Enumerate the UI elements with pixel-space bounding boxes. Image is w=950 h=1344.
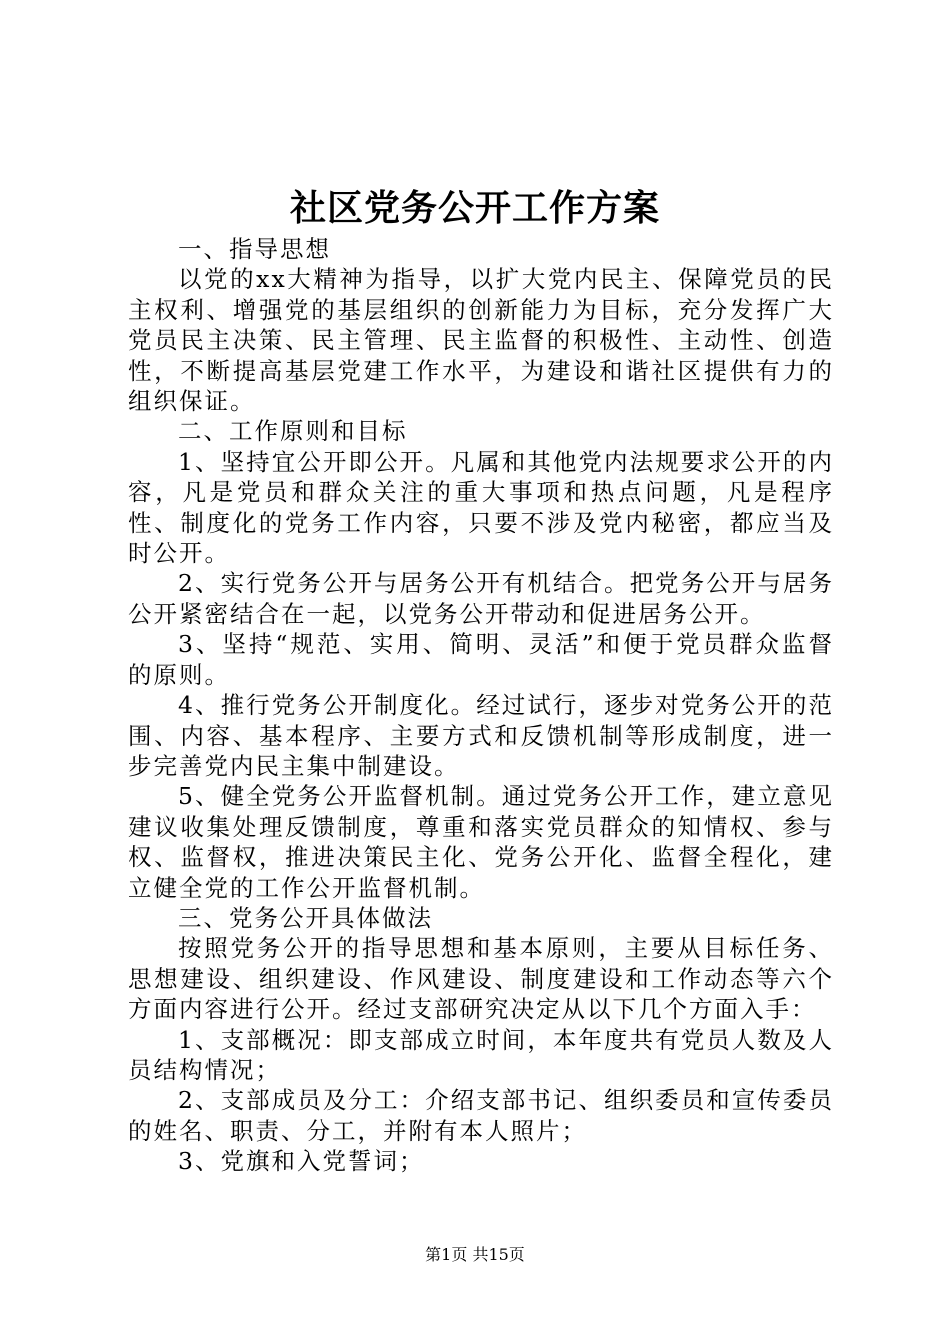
section-heading-principles-goals: 二、工作原则和目标 xyxy=(178,417,408,446)
paragraph-practices-intro: 按照党务公开的指导思想和基本原则，主要从目标任务、思想建设、组织建设、作风建设、制度建设和工作动态等六个方面内容进行公开。经过支部研究决定从以下几个方面入手： xyxy=(128,934,834,1024)
page-number-footer: 第1页 共15页 xyxy=(425,1245,525,1264)
section-heading-guiding-ideology: 一、指导思想 xyxy=(178,235,331,263)
paragraph-principle-1: 1、坚持宜公开即公开。凡属和其他党内法规要求公开的内容，凡是党员和群众关注的重大事项和热点问题，凡是程序性、制度化的党务工作内容，只要不涉及党内秘密，都应当及时公开。 xyxy=(128,447,834,568)
paragraph-principle-2: 2、实行党务公开与居务公开有机结合。把党务公开与居务公开紧密结合在一起，以党务公开带动和促进居务公开。 xyxy=(128,569,834,628)
section-heading-practices: 三、党务公开具体做法 xyxy=(178,903,433,932)
paragraph-principle-5: 5、健全党务公开监督机制。通过党务公开工作，建立意见建议收集处理反馈制度，尊重和落实党员群众的知情权、参与权、监督权，推进决策民主化、党务公开化、监督全程化，建立健全党的工作公开监督机制。 xyxy=(128,782,834,902)
paragraph-practice-1: 1、支部概况：即支部成立时间，本年度共有党员人数及人员结构情况； xyxy=(128,1025,834,1084)
paragraph-practice-2: 2、支部成员及分工：介绍支部书记、组织委员和宣传委员的姓名、职责、分工，并附有本人照片； xyxy=(128,1086,834,1145)
paragraph-principle-3: 3、坚持“规范、实用、简明、灵活”和便于党员群众监督的原则。 xyxy=(128,630,834,689)
document-body xyxy=(128,234,834,1177)
document-title: 社区党务公开工作方案 xyxy=(289,187,660,229)
paragraph-practice-3: 3、党旗和入党誓词； xyxy=(178,1147,425,1176)
paragraph-principle-4: 4、推行党务公开制度化。经过试行，逐步对党务公开的范围、内容、基本程序、主要方式和反馈机制等形成制度，进一步完善党内民主集中制建设。 xyxy=(128,691,834,780)
paragraph-guiding-ideology: 以党的xx大精神为指导，以扩大党内民主、保障党员的民主权利、增强党的基层组织的创新能力为目标，充分发挥广大党员民主决策、民主管理、民主监督的积极性、主动性、创造性，不断提高基层党建工作水平，为建设和谐社区提供有力的组织保证。 xyxy=(128,265,834,416)
